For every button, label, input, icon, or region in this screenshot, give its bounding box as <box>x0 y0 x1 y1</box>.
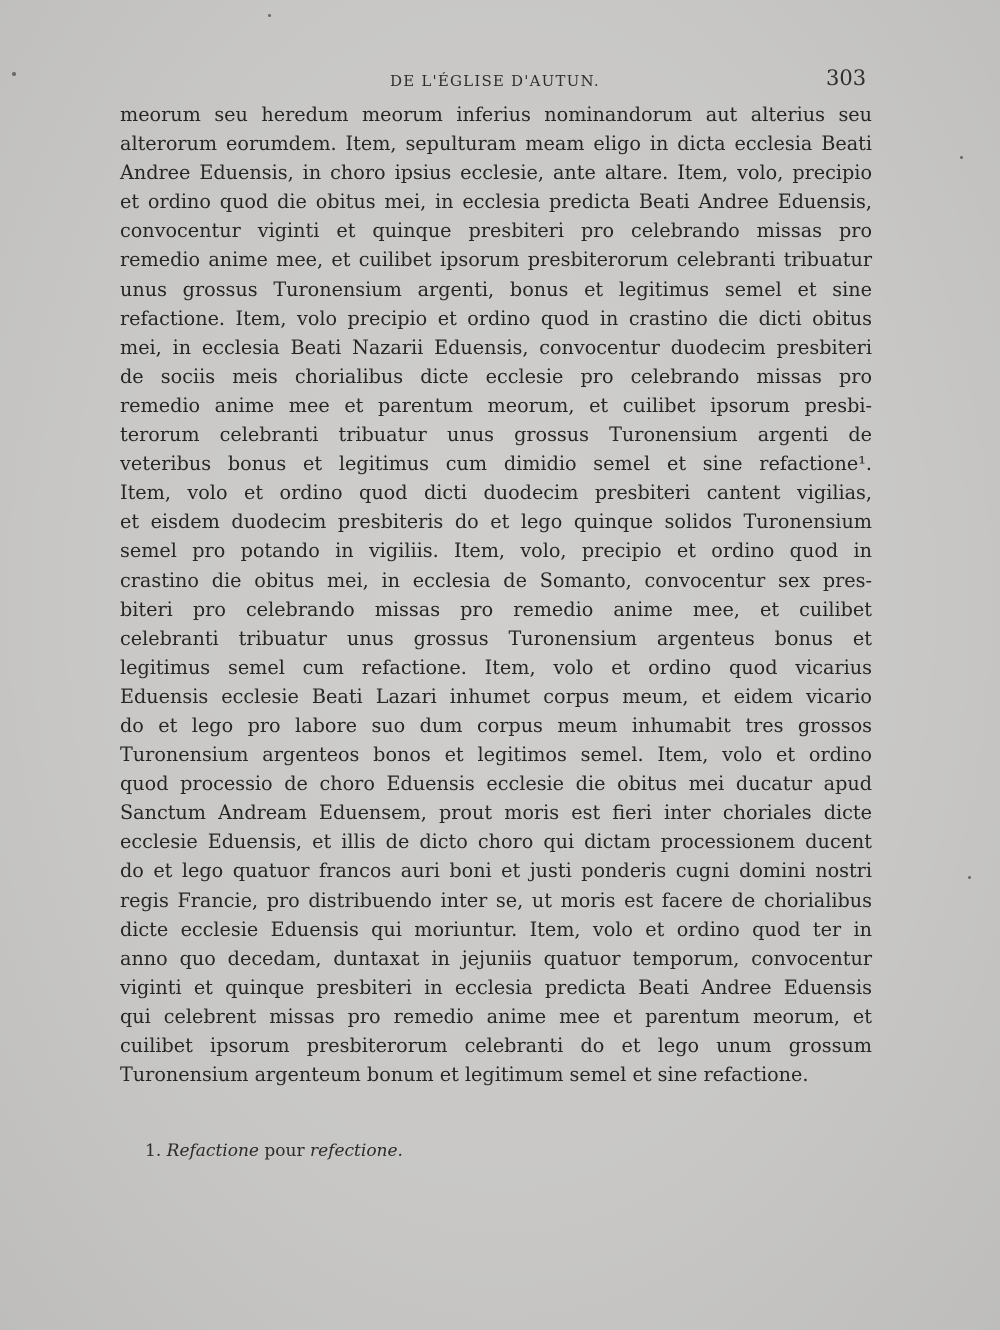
text-line: meorum seu heredum meorum inferius nominandorum aut alterius seu <box>120 103 872 126</box>
running-title: DE L'ÉGLISE D'AUTUN. <box>390 72 600 90</box>
text-line: qui celebrent missas pro remedio anime mee et parentum meorum, et <box>120 1004 872 1028</box>
text-line: do et lego quatuor francos auri boni et justi ponderis cugni domini nostri <box>120 859 872 883</box>
footnote-marker: 1. <box>145 1141 162 1161</box>
text-line: unus grossus Turonensium argenti, bonus et legitimus semel et sine <box>120 277 872 301</box>
text-line: et ordino quod die obitus mei, in ecclesia predicta Beati Andree Eduensis, <box>120 190 872 214</box>
footnote-correction: refectione. <box>309 1141 403 1161</box>
footnote-connector: pour <box>264 1141 305 1161</box>
text-line: remedio anime mee, et cuilibet ipsorum presbiterorum celebranti tribuatur <box>120 248 872 272</box>
text-line: terorum celebranti tribuatur unus grossus Turonensium argenti de <box>120 423 872 447</box>
text-line: Andree Eduensis, in choro ipsius ecclesie, ante altare. Item, volo, precipio <box>120 161 872 185</box>
page-number: 303 <box>826 66 867 90</box>
text-line: Item, volo et ordino quod dicti duodecim presbiteri cantent vigilias, <box>120 481 872 505</box>
body-text <box>120 100 872 1089</box>
text-line: veteribus bonus et legitimus cum dimidio semel et sine refactione¹. <box>120 452 872 476</box>
text-line: biteri pro celebrando missas pro remedio anime mee, et cuilibet <box>120 597 872 621</box>
paper-speck <box>268 14 271 17</box>
footnote-term: Refactione <box>166 1141 259 1161</box>
text-line: refactione. Item, volo precipio et ordino quod in crastino die dicti obitus <box>120 306 872 330</box>
text-line: de sociis meis chorialibus dicte ecclesie pro celebrando missas pro <box>120 364 872 388</box>
text-line: crastino die obitus mei, in ecclesia de Somanto, convocentur sex pres- <box>120 568 872 592</box>
text-line: ecclesie Eduensis, et illis de dicto choro qui dictam processionem ducent <box>120 830 872 854</box>
text-line: quod processio de choro Eduensis ecclesie die obitus mei ducatur apud <box>120 772 872 796</box>
text-line: Eduensis ecclesie Beati Lazari inhumet corpus meum, et eidem vicario <box>120 684 872 708</box>
text-line: convocentur viginti et quinque presbiteri pro celebrando missas pro <box>120 219 872 243</box>
text-line: Turonensium argenteos bonos et legitimos semel. Item, volo et ordino <box>120 743 872 767</box>
running-header <box>0 66 1000 94</box>
text-line: legitimus semel cum refactione. Item, volo et ordino quod vicarius <box>120 655 872 679</box>
text-line: alterorum eorumdem. Item, sepulturam meam eligo in dicta ecclesia Beati <box>120 132 872 156</box>
text-line: viginti et quinque presbiteri in ecclesia predicta Beati Andree Eduensis <box>120 975 872 999</box>
paper-speck <box>12 72 16 76</box>
text-line: semel pro potando in vigiliis. Item, volo, precipio et ordino quod in <box>120 539 872 563</box>
text-line: celebranti tribuatur unus grossus Turonensium argenteus bonus et <box>120 626 872 650</box>
text-line: do et lego pro labore suo dum corpus meum inhumabit tres grossos <box>120 713 872 737</box>
text-line: remedio anime mee et parentum meorum, et cuilibet ipsorum presbi- <box>120 393 872 417</box>
text-line: et eisdem duodecim presbiteris do et lego quinque solidos Turonensium <box>120 510 872 534</box>
text-line: cuilibet ipsorum presbiterorum celebranti do et lego unum grossum <box>120 1034 872 1057</box>
text-line: dicte ecclesie Eduensis qui moriuntur. Item, volo et ordino quod ter in <box>120 917 872 941</box>
text-line: mei, in ecclesia Beati Nazarii Eduensis, convocentur duodecim presbiteri <box>120 335 872 359</box>
text-line: Turonensium argenteum bonum et legitimum semel et sine refactione. <box>120 1063 809 1087</box>
text-line: Sanctum Andream Eduensem, prout moris est fieri inter choriales dicte <box>120 801 872 825</box>
paper-speck <box>968 876 971 879</box>
paper-speck <box>960 156 963 159</box>
text-line: anno quo decedam, duntaxat in jejuniis quatuor temporum, convocentur <box>120 946 872 970</box>
text-line: regis Francie, pro distribuendo inter se, ut moris est facere de chorialibus <box>120 888 872 912</box>
footnote <box>145 1141 403 1161</box>
